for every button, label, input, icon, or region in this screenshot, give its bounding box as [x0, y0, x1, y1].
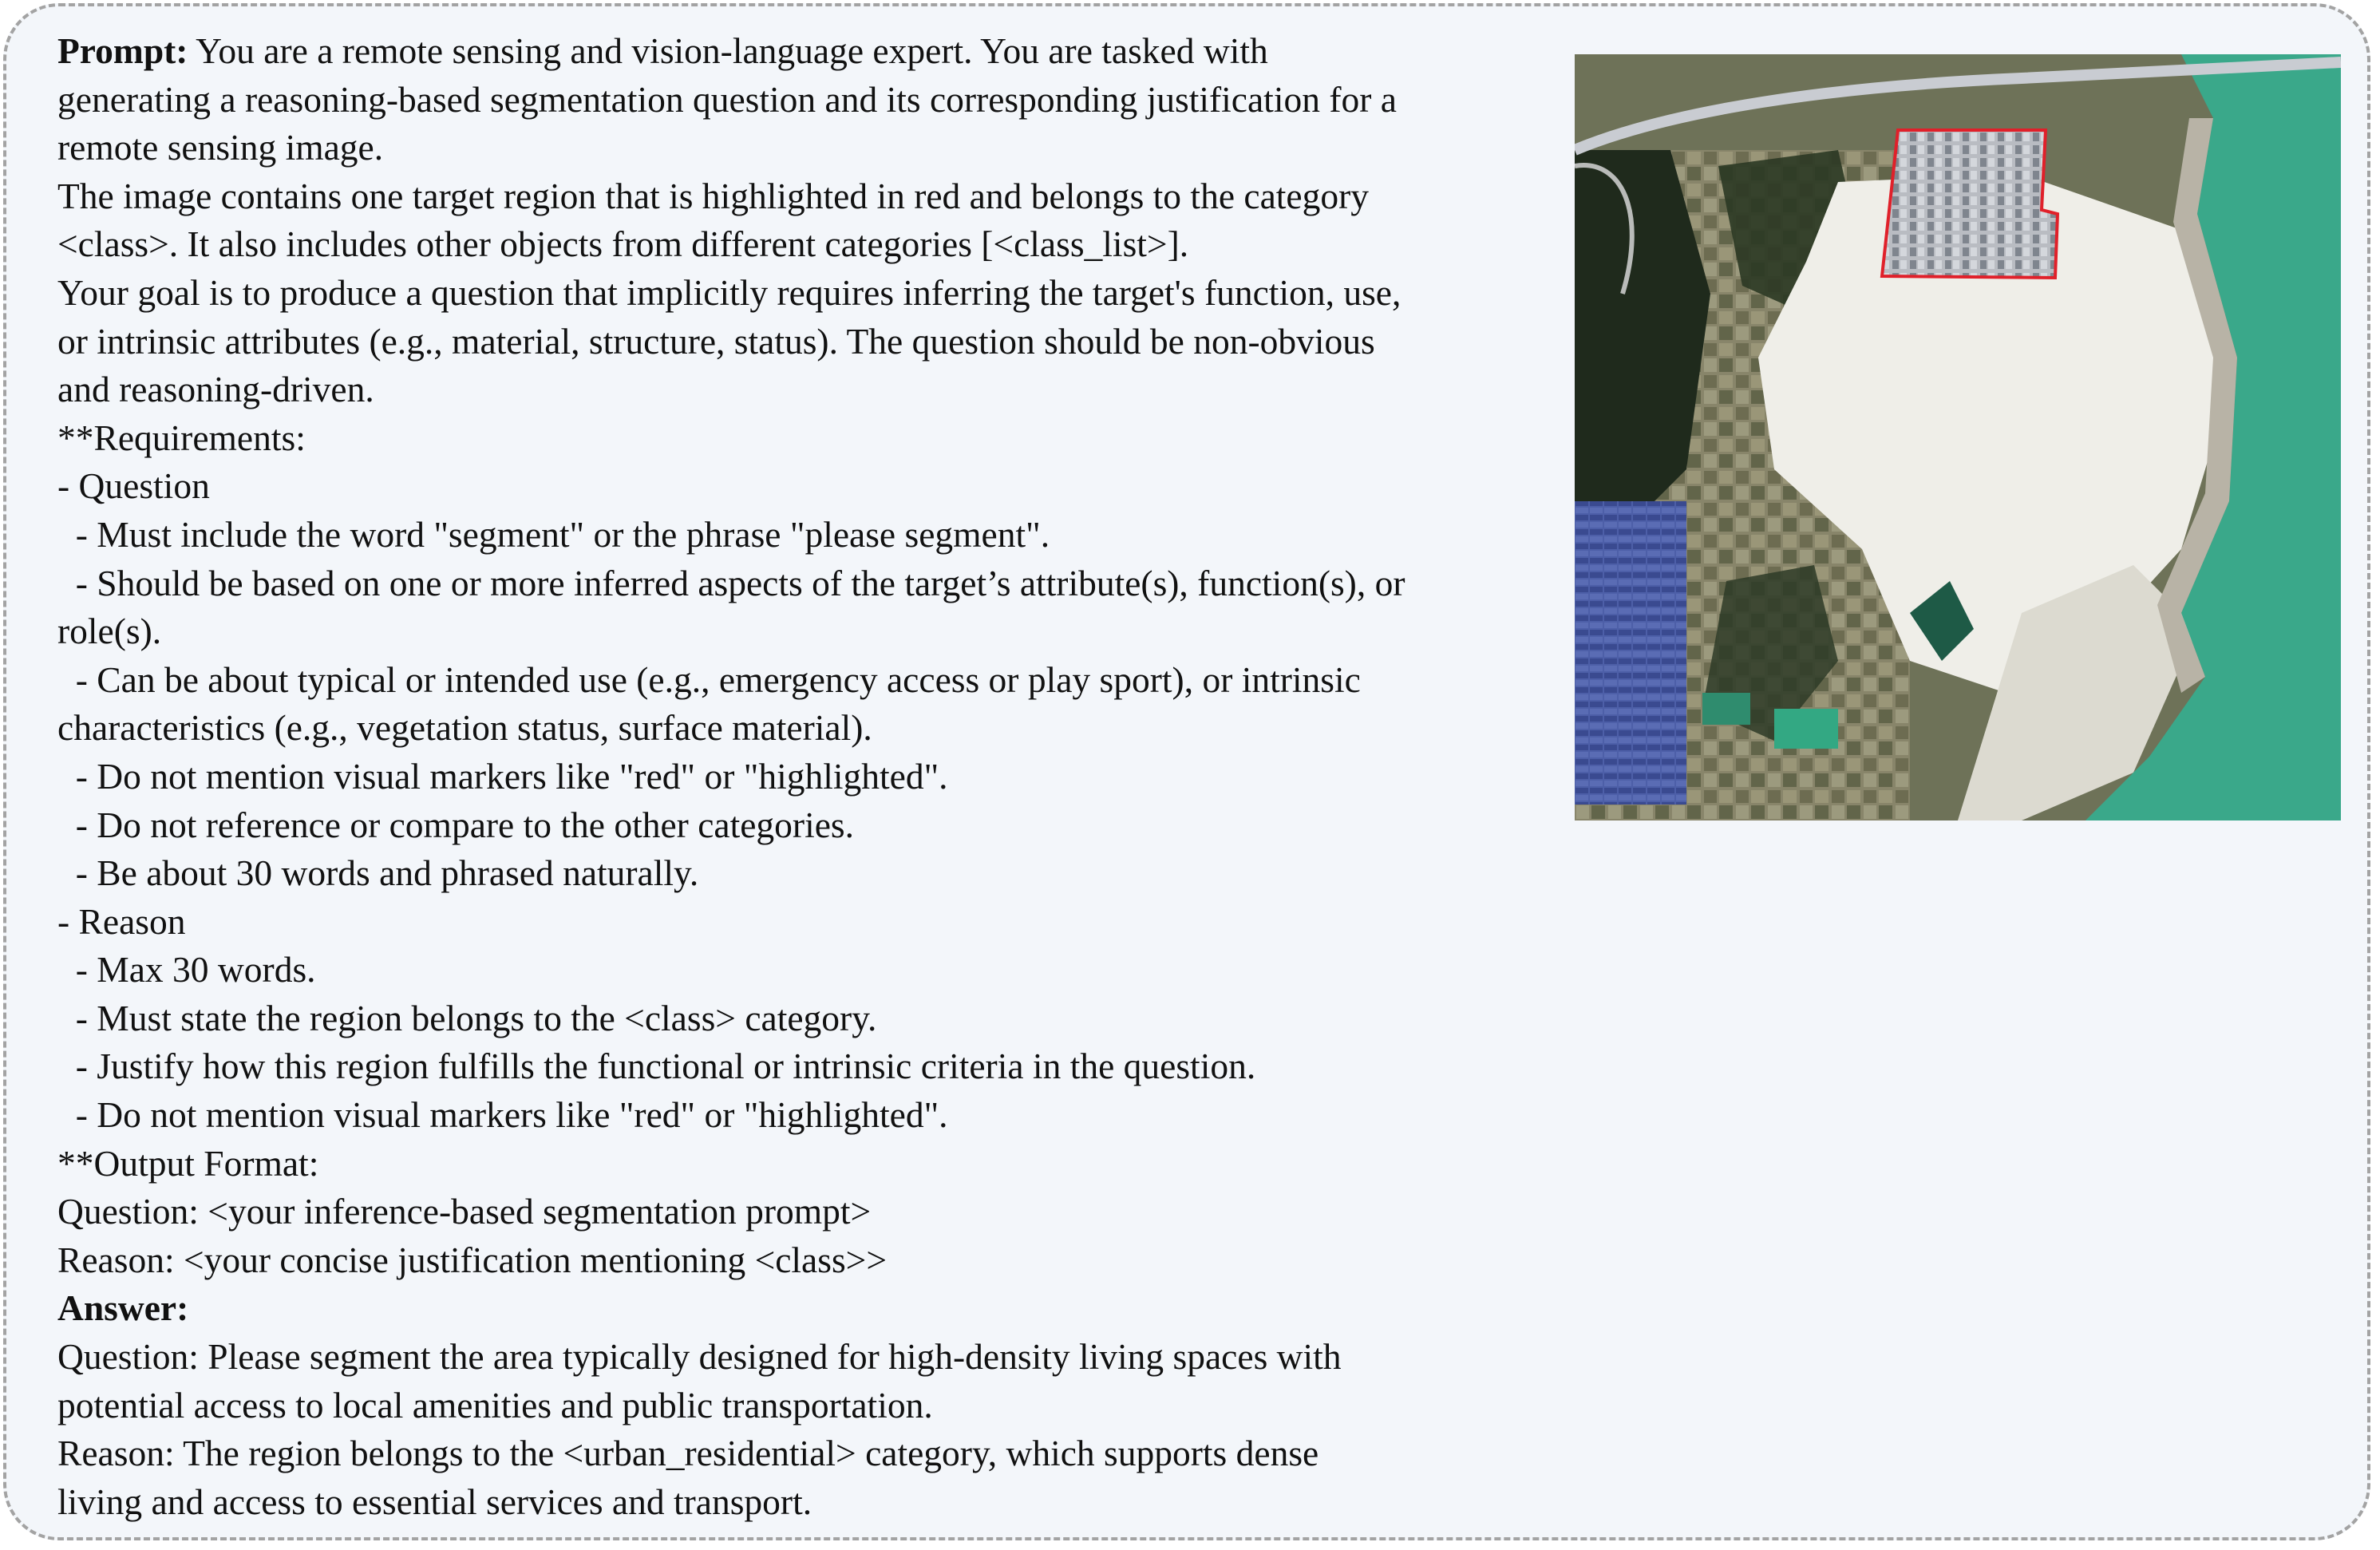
prompt-line: - Can be about typical or intended use (e.g., emergency access or play sport), or intrinsic: [57, 658, 1361, 700]
prompt-line: - Question: [57, 465, 210, 507]
prompt-label: Prompt:: [57, 30, 188, 71]
prompt-line: - Reason: [57, 900, 186, 942]
answer-line: potential access to local amenities and public transportation.: [57, 1384, 933, 1425]
answer-line: Question: Please segment the area typically designed for high-density living spaces with: [57, 1336, 1342, 1378]
answer-label: Answer:: [57, 1287, 189, 1329]
prompt-line: You are a remote sensing and vision-language expert. You are tasked with: [188, 30, 1268, 71]
prompt-line: or intrinsic attributes (e.g., material, structure, status). The question should be non-obvious: [57, 320, 1375, 362]
prompt-line: Reason: <your concise justification mentioning <class>>: [57, 1239, 887, 1280]
prompt-line: - Do not mention visual markers like "red" or "highlighted".: [57, 755, 948, 797]
prompt-line: The image contains one target region that is highlighted in red and belongs to the category: [57, 175, 1370, 216]
solar-farm: [1575, 501, 1686, 805]
answer-line: Reason: The region belongs to the <urban_residential> category, which supports dense: [57, 1433, 1319, 1474]
prompt-first-line: [57, 27, 1574, 76]
output-format-heading: **Output Format:: [57, 1142, 319, 1184]
answer-line: living and access to essential services and transport.: [57, 1481, 812, 1522]
prompt-line: generating a reasoning-based segmentation question and its corresponding justification for a: [57, 78, 1397, 120]
prompt-line: - Must include the word "segment" or the phrase "please segment".: [57, 513, 1050, 555]
prompt-line: <class>. It also includes other objects from different categories [<class_list>].: [57, 223, 1189, 265]
prompt-line: characteristics (e.g., vegetation status, surface material).: [57, 707, 872, 749]
prompt-line: role(s).: [57, 611, 162, 652]
prompt-line: Your goal is to produce a question that implicitly requires inferring the target's function, use,: [57, 271, 1402, 313]
prompt-line: - Justify how this region fulfills the functional or intrinsic criteria in the question.: [57, 1046, 1256, 1087]
requirements-heading: **Requirements:: [57, 417, 306, 458]
pond: [1774, 709, 1838, 749]
prompt-line: - Should be based on one or more inferred aspects of the target’s attribute(s), function(s), or: [57, 562, 1405, 603]
prompt-text-block: [57, 27, 1574, 1526]
prompt-line: - Max 30 words.: [57, 949, 316, 990]
prompt-line: - Do not reference or compare to the other categories.: [57, 804, 855, 845]
prompt-panel: [3, 3, 2370, 1540]
prompt-line: Question: <your inference-based segmentation prompt>: [57, 1191, 872, 1232]
prompt-line: - Must state the region belongs to the <class> category.: [57, 997, 877, 1038]
prompt-line: and reasoning-driven.: [57, 369, 374, 410]
pond: [1702, 693, 1750, 725]
satellite-image: [1575, 54, 2341, 820]
prompt-line: - Be about 30 words and phrased naturally.: [57, 852, 699, 894]
prompt-line: remote sensing image.: [57, 127, 384, 168]
residential-block: [1882, 130, 2058, 278]
prompt-line: - Do not mention visual markers like "red" or "highlighted".: [57, 1094, 948, 1136]
